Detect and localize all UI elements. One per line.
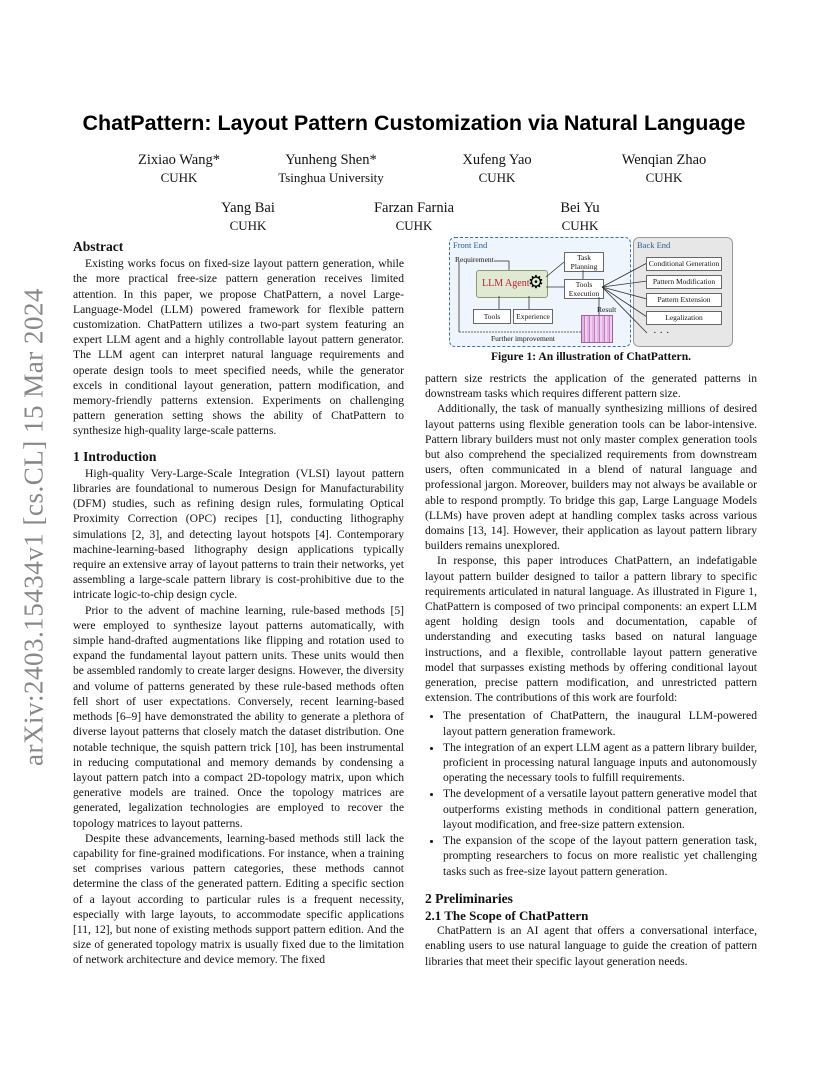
author: Zixiao Wang* CUHK	[138, 152, 220, 185]
paper-title: ChatPattern: Layout Pattern Customization via Natural Language	[82, 111, 746, 135]
section-heading: 2 Preliminaries	[425, 890, 513, 906]
experience-box: Experience	[513, 309, 553, 324]
task-planning-box: Task Planning	[564, 252, 604, 272]
arxiv-stamp: arXiv:2403.15434v1 [cs.CL] 15 Mar 2024	[18, 288, 49, 766]
author: Farzan Farnia CUHK	[373, 200, 455, 233]
author: Xufeng Yao CUHK	[462, 152, 532, 185]
figure-arrows	[449, 237, 733, 347]
figure-1	[449, 237, 733, 347]
backend-item: Legalization	[646, 311, 722, 325]
further-improvement-label: Further improvement	[491, 334, 555, 343]
figure-caption: Figure 1: An illustration of ChatPattern.	[490, 350, 692, 363]
list-item: • The presentation of ChatPattern, the inaugural LLM-powered layout pattern generation framework.	[443, 708, 757, 738]
section-heading: 1 Introduction	[73, 448, 157, 464]
subsection-heading: 2.1 The Scope of ChatPattern	[425, 907, 589, 923]
backend-item: Pattern Modification	[646, 275, 722, 289]
abstract-text: Existing works focus on fixed-size layout pattern generation, while the more practical free-size pattern generation receives limited attention. In this paper, we propose ChatPattern, a novel Large-Language-Model (LLM) powered framework for flexible pattern customization. ChatPattern utilizes a two-part system featuring an expert LLM agent and a highly controllable layout pattern generator. The LLM agent can interpret natural language requirements and operate design tools to meet specified needs, while the generator excels in conditional layout generation, pattern modification, and memory-friendly patterns extension. Experiments on challenging pattern generation setting shows the ability of ChatPattern to synthesize high-quality large-scale patterns.	[73, 257, 404, 438]
back-end-label: Back End	[637, 240, 671, 250]
paragraph: Despite these advancements, learning-based methods still lack the capability for fine-grained modifications. For instance, when a training set comprises various pattern categories, these methods cannot determine the class of the generated pattern. Editing a specific section of a layout according to particular rules is a frequent necessity, especially with large layouts, to accommodate specific applications [11, 12], but none of existing methods support pattern edition. And the size of generated topology matrix is usually fixed due to the limitation of network architecture and device memory. The fixed	[73, 831, 404, 967]
contribution-list	[425, 708, 757, 878]
right-column	[425, 371, 757, 969]
paragraph: In response, this paper introduces ChatPattern, an indefatigable layout pattern builder designed to tailor a pattern library to specific requirements articulated in natural language. As illustrated in Figure 1, ChatPattern is composed of two principal components: an expert LLM agent holding design tools and documentation, capable of understanding and executing tasks based on natural language instructions, and a flexible, controllable layout pattern generative model that surpasses existing methods by offering conditional layout generation, precise pattern modification, and unrestricted pattern extension. The contributions of this work are fourfold:	[425, 554, 757, 705]
llm-agent-label: LLM Agent	[482, 278, 530, 289]
left-column	[73, 239, 404, 968]
paragraph: Additionally, the task of manually synthesizing millions of desired layout patterns using flexible generation tools can be labor-intensive. Pattern library builders must not only master complex generation tools but also comprehend the specialized requirements from downstream users, often communicated in a blend of natural language and professional jargon. Moreover, builders may not always be available or able to respond promptly. To bridge this gap, Large Language Models (LLMs) have proven adept at handling complex tasks across various domains [13, 14]. However, their application as layout pattern library builders remains unexplored.	[425, 402, 757, 553]
author: Wenqian Zhao CUHK	[621, 152, 707, 185]
list-item: • The expansion of the scope of the layout pattern generation task, prompting researchers to focus on more realistic yet challenging tasks such as free-size layout pattern generation.	[443, 833, 757, 879]
tools-execution-box: Tools Execution	[564, 279, 604, 299]
front-end-label: Front End	[453, 240, 488, 250]
author: Yunheng Shen* Tsinghua University	[278, 152, 384, 185]
openai-icon: ⚙	[527, 272, 544, 292]
author: Yang Bai CUHK	[221, 200, 275, 233]
backend-item: Pattern Extension	[646, 293, 722, 307]
tools-box: Tools	[473, 309, 511, 324]
paragraph: ChatPattern is an AI agent that offers a conversational interface, enabling users to use natural language to guide the creation of pattern libraries that meet their specific layout generation needs.	[425, 924, 757, 968]
author: Bei Yu CUHK	[560, 200, 600, 233]
abstract-heading: Abstract	[73, 239, 124, 254]
backend-item: · · ·	[653, 327, 670, 339]
backend-item: Conditional Generation	[646, 257, 722, 271]
paragraph: High-quality Very-Large-Scale Integration (VLSI) layout pattern libraries are foundational to numerous Design for Manufacturability (DFM) studies, such as refining design rules, formulating Optical Proximity Correction (OPC) recipes [1], conducting lithography simulations [2, 3], and detecting layout hotspots [4]. Contemporary machine-learning-based lithography design applications typically require an extensive array of layout patterns to train their networks, yet assembling a large-scale pattern library is cost-prohibitive due to the intricate logic-to-chip design cycle.	[73, 466, 404, 602]
requirement-label: Requirement	[455, 255, 494, 264]
result-label: Result	[597, 305, 617, 314]
list-item: • The development of a versatile layout pattern generative model that outperforms existing methods in conditional pattern generation, layout modification, and free-size pattern extension.	[443, 786, 757, 832]
paragraph: pattern size restricts the application of the generated patterns in downstream tasks which requires different pattern size.	[425, 372, 757, 401]
paragraph: Prior to the advent of machine learning, rule-based methods [5] were employed to synthesize layout patterns automatically, with simple hand-drafted augmentations like flipping and rotation used to expand the fundamental layout pattern units. These units would then be assembled randomly to create larger designs. However, the diversity and volume of patterns generated by these rule-based methods often fell short of user expectations. Conversely, recent learning-based methods [6–9] have demonstrated the ability to generate a plethora of diverse layout patterns that closely match the dataset distribution. One notable technique, the squish pattern trick [10], has been instrumental in reducing computational and memory demands by condensing a layout pattern patch into a compact 2D-topology matrix, upon which generative models are trained. Once the topology matrices are generated, legalization technologies are employed to recover the topology matrices to layout patterns.	[73, 603, 404, 830]
list-item: • The integration of an expert LLM agent as a pattern library builder, proficient in processing natural language inputs and autonomously operating the necessary tools to fulfill requirements.	[443, 740, 757, 786]
